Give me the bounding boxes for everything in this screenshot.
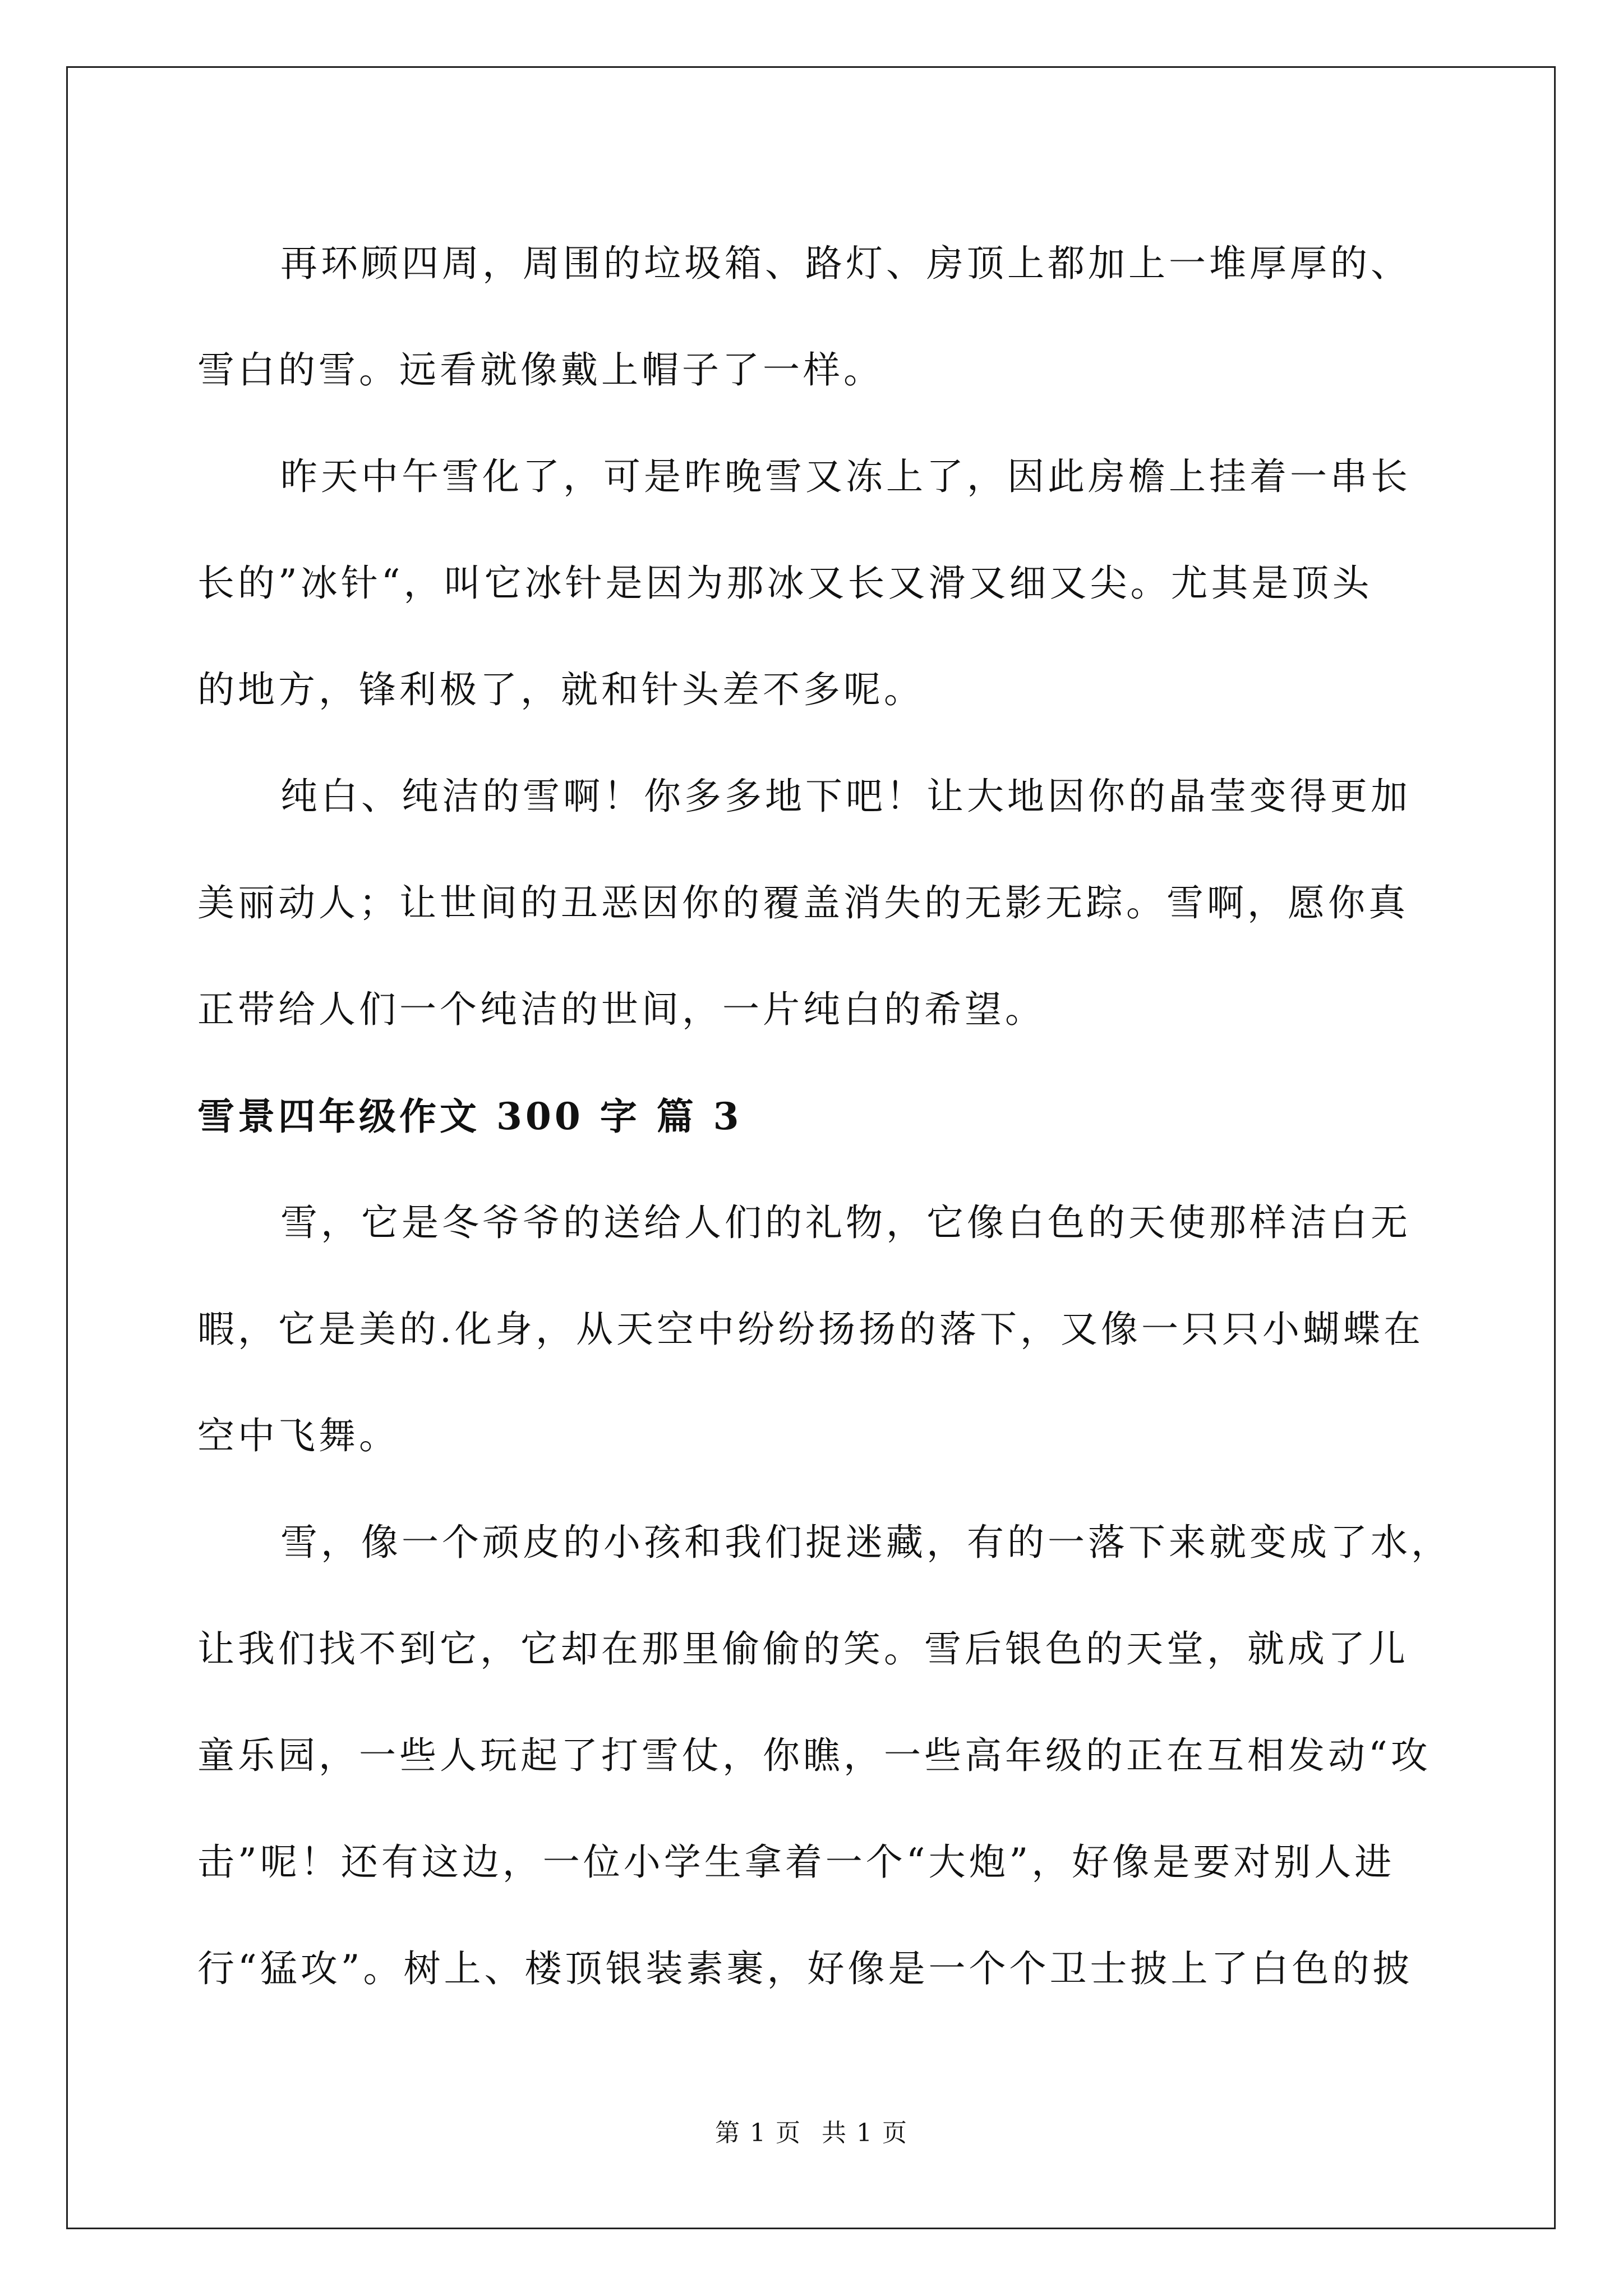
paragraph-5 <box>197 1489 1451 2022</box>
text-line: 雪白的雪。远看就像戴上帽子了一样。 <box>197 348 884 392</box>
text-line: 昨天中午雪化了，可是昨晚雪又冻上了，因此房檐上挂着一串长 <box>280 455 1411 498</box>
paragraph-4 <box>197 1170 1438 1489</box>
text-line: 童乐园，一些人玩起了打雪仗，你瞧，一些高年级的正在互相发动“攻 <box>197 1734 1431 1777</box>
text-line: 空中飞舞。 <box>197 1414 399 1457</box>
text-line: 雪，像一个顽皮的小孩和我们捉迷藏，有的一落下来就变成了水， <box>280 1521 1451 1564</box>
text-line: 长的”冰针“，叫它冰针是因为那冰又长又滑又细又尖。尤其是顶头 <box>197 562 1373 605</box>
text-line: 暇，它是美的.化身，从天空中纷纷扬扬的落下，又像一只只小蝴蝶在 <box>197 1308 1424 1351</box>
text-line: 再环顾四周，周围的垃圾箱、路灯、房顶上都加上一堆厚厚的、 <box>280 242 1411 285</box>
text-line: 正带给人们一个纯洁的世间，一片纯白的希望。 <box>197 988 1045 1031</box>
paragraph-2 <box>197 424 1438 743</box>
paragraph-1 <box>197 210 1438 424</box>
text-line: 雪，它是冬爷爷的送给人们的礼物，它像白色的天使那样洁白无 <box>280 1201 1411 1244</box>
page-total: 共 1 页 <box>822 2119 908 2147</box>
paragraph-3 <box>197 743 1438 1063</box>
text-line: 的地方，锋利极了，就和针头差不多呢。 <box>197 668 924 711</box>
text-line: 美丽动人；让世间的丑恶因你的覆盖消失的无影无踪。雪啊，愿你真 <box>197 881 1409 924</box>
document-body <box>197 210 1451 2022</box>
text-line: 纯白、纯洁的雪啊！你多多地下吧！让大地因你的晶莹变得更加 <box>280 775 1411 818</box>
page-number: 第 1 页 <box>715 2119 801 2147</box>
text-line: 行“猛攻”。树上、楼顶银装素裹，好像是一个个卫士披上了白色的披 <box>197 1947 1413 1990</box>
section-title: 雪景四年级作文 300 字 篇 3 <box>197 1094 743 1138</box>
text-line: 击”呢！还有这边，一位小学生拿着一个“大炮”，好像是要对别人进 <box>197 1841 1395 1884</box>
page-footer <box>0 2113 1623 2148</box>
text-line: 让我们找不到它，它却在那里偷偷的笑。雪后银色的天堂，就成了儿 <box>197 1627 1409 1671</box>
